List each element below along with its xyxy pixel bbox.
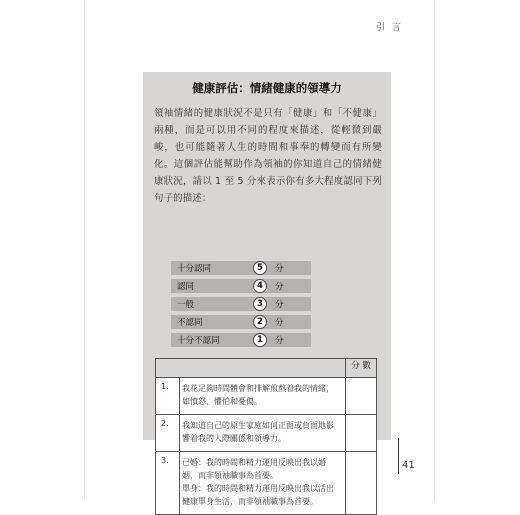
- scale-unit: 分: [275, 318, 284, 328]
- scale-value-circle: 5: [253, 261, 267, 275]
- assessment-title: 健康評估：情緒健康的領導力: [192, 81, 342, 95]
- scale-label: 一般: [177, 300, 195, 310]
- table-row: [156, 378, 377, 415]
- scale-value-circle: 2: [253, 315, 267, 329]
- running-head: 引 言: [376, 23, 403, 33]
- page-number-rule: [398, 438, 399, 474]
- scale-row: [171, 297, 311, 311]
- item-statement-single: 單身：我的時間和精力運用反映出我以活出健康單身生活，而非領袖職事為首要。: [182, 484, 334, 506]
- score-cell[interactable]: [346, 452, 377, 515]
- item-statement-group: [180, 452, 346, 515]
- table-header-row: [156, 359, 377, 378]
- rating-scale: [171, 261, 311, 351]
- score-table: [155, 358, 377, 515]
- page-edge-right: [434, 0, 435, 500]
- scale-unit: 分: [275, 282, 284, 292]
- item-statement-married: 已婚：我的時間和精力運用反映出我以婚姻，而非領袖職事為首要。: [182, 458, 326, 480]
- scale-value-circle: 1: [253, 333, 267, 347]
- scale-unit: 分: [275, 336, 284, 346]
- item-statement: 我知道自己的原生家庭如何正面或負面地影響着我的人際關係和領導力。: [180, 415, 346, 452]
- item-number: 1.: [156, 378, 180, 415]
- table-header-blank: [156, 359, 346, 378]
- scale-row: [171, 279, 311, 293]
- table-row: [156, 452, 377, 515]
- assessment-box: [143, 72, 391, 506]
- item-number: 3.: [156, 452, 180, 515]
- scale-unit: 分: [275, 300, 284, 310]
- item-number: 2.: [156, 415, 180, 452]
- page-edge-left: [84, 0, 85, 500]
- score-column-header: 分 數: [346, 359, 377, 378]
- scale-label: 不認同: [177, 318, 203, 328]
- scale-label: 認同: [177, 282, 195, 292]
- scale-value-circle: 3: [253, 297, 267, 311]
- assessment-intro: 領袖情緒的健康狀況不是只有「健康」和「不健康」兩種，而是可以用不同的程度來描述，從輕微到嚴峻，也可能隨著人生的時間和事奉的轉變而有所變化。這個評估能幫助作為領袖的你知道自己的情緒健康狀況，請以 1 至 5 分來表示你有多大程度認同下列句子的描述：: [154, 108, 382, 204]
- score-cell[interactable]: [346, 378, 377, 415]
- score-cell[interactable]: [346, 415, 377, 452]
- scale-row: [171, 261, 311, 275]
- table-row: [156, 415, 377, 452]
- scale-unit: 分: [275, 264, 284, 274]
- page-number: 41: [402, 460, 415, 471]
- scale-row: [171, 315, 311, 329]
- scale-label: 十分不認同: [177, 336, 220, 346]
- scale-row: [171, 333, 311, 347]
- item-statement: 我花足夠時間體會和排解煎熬着我的情緒，如憤怒、懼怕和憂傷。: [180, 378, 346, 415]
- scale-label: 十分認同: [177, 264, 212, 274]
- scale-value-circle: 4: [253, 279, 267, 293]
